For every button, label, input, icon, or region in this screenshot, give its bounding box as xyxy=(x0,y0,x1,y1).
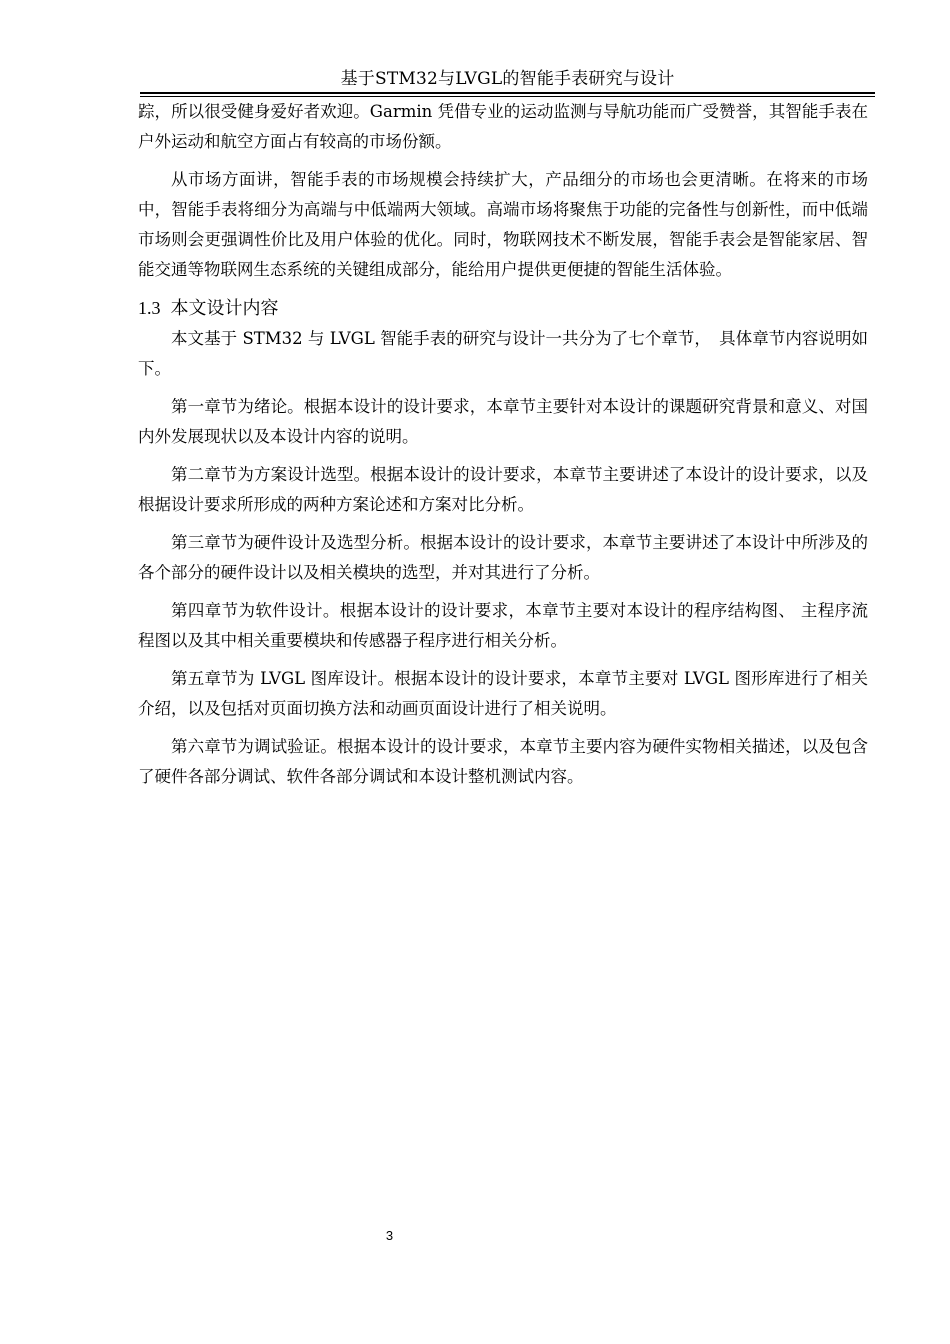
market-paragraph: 从市场方面讲，智能手表的市场规模会持续扩大，产品细分的市场也会更清晰。在将来的市场中，智能手表将细分为高端与中低端两大领域。高端市场将聚焦于功能的完备性与创新性，而中低端市场则会更强调性价比及用户体验的优化。同时，物联网技术不断发展，智能手表会是智能家居、智能交通等物联网生态系统的关键组成部分，能给用户提供更便捷的智能生活体验。 xyxy=(138,170,868,279)
page-number: 3 xyxy=(385,1228,394,1243)
chapter-2-paragraph: 第二章节为方案设计选型。根据本设计的设计要求，本章节主要讲述了本设计的设计要求，以及根据设计要求所形成的两种方案论述和方案对比分析。 xyxy=(138,465,868,514)
header-rule-thick xyxy=(140,92,875,94)
chapter-3-paragraph: 第三章节为硬件设计及选型分析。根据本设计的设计要求，本章节主要讲述了本设计中所涉及的各个部分的硬件设计以及相关模块的选型，并对其进行了分析。 xyxy=(138,533,868,582)
continued-paragraph: 踪，所以很受健身爱好者欢迎。Garmin 凭借专业的运动监测与导航功能而广受赞誉，其智能手表在户外运动和航空方面占有较高的市场份额。 xyxy=(138,102,868,151)
section-title: 本文设计内容 xyxy=(170,298,279,319)
running-header: 基于STM32与LVGL的智能手表研究与设计 xyxy=(340,69,675,89)
chapter-4-paragraph: 第四章节为软件设计。根据本设计的设计要求，本章节主要对本设计的程序结构图、 主程序流程图以及其中相关重要模块和传感器子程序进行相关分析。 xyxy=(138,601,868,650)
page-body xyxy=(138,97,868,800)
section-heading xyxy=(138,293,868,324)
section-number: 1.3 xyxy=(138,298,161,318)
section-intro-paragraph: 本文基于 STM32 与 LVGL 智能手表的研究与设计一共分为了七个章节， 具体章节内容说明如下。 xyxy=(138,329,868,378)
chapter-1-paragraph: 第一章节为绪论。根据本设计的设计要求，本章节主要针对本设计的课题研究背景和意义、对国内外发展现状以及本设计内容的说明。 xyxy=(138,397,868,446)
chapter-5-paragraph: 第五章节为 LVGL 图库设计。根据本设计的设计要求，本章节主要对 LVGL 图形库进行了相关介绍，以及包括对页面切换方法和动画页面设计进行了相关说明。 xyxy=(138,669,868,718)
chapter-6-paragraph: 第六章节为调试验证。根据本设计的设计要求，本章节主要内容为硬件实物相关描述，以及包含了硬件各部分调试、软件各部分调试和本设计整机测试内容。 xyxy=(138,737,868,786)
